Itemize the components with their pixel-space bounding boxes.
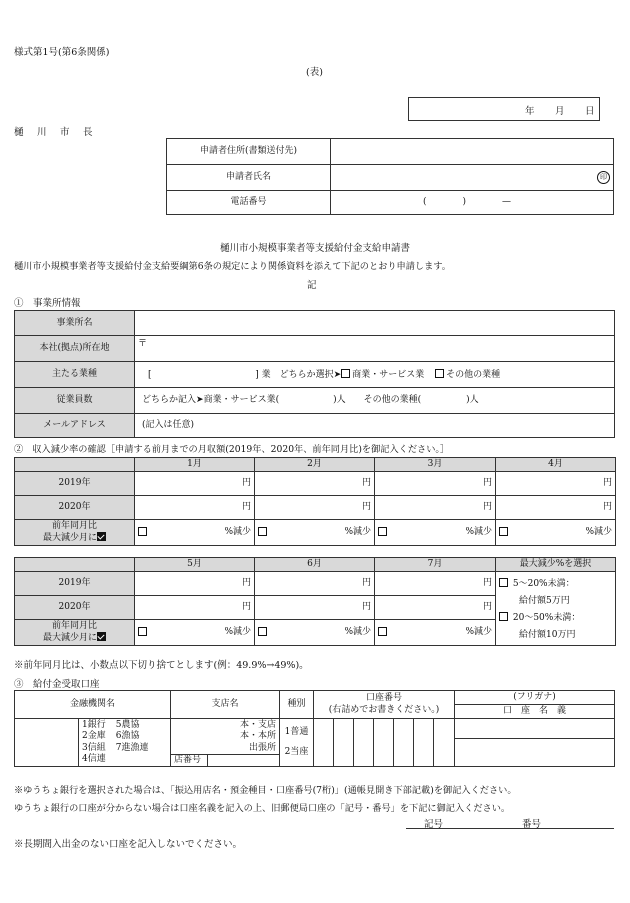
section1-heading: ① 事業所情報 xyxy=(14,298,81,309)
section3-heading: ③ 給付金受取口座 xyxy=(14,679,100,690)
account-holder-label: 口 座 名 義 xyxy=(455,705,615,719)
checked-checkbox-icon xyxy=(97,532,106,541)
employees-instruction: どちらか記入 xyxy=(142,395,197,406)
account-number-label: 口座番号 (右詰めでお書きください。) xyxy=(314,691,455,719)
industry-label: 主たる業種 xyxy=(15,362,135,388)
office-name-field[interactable] xyxy=(135,311,615,336)
income-table-jan-apr xyxy=(14,457,616,546)
arrow-icon: ➤ xyxy=(333,369,342,380)
month-header: 7月 xyxy=(375,558,496,572)
decrease-cell[interactable]: %減少 xyxy=(496,520,616,546)
applicant-name-field[interactable] xyxy=(331,165,614,191)
bank-name-field[interactable] xyxy=(15,719,79,767)
max-option2-checkbox[interactable] xyxy=(499,612,508,621)
account-digit[interactable] xyxy=(314,719,334,767)
date-day: 日 xyxy=(585,106,595,117)
checkbox[interactable] xyxy=(138,627,147,636)
max-decrease-options: 5～20%未満： 給付額5万円 20～50%未満： 給付額10万円 xyxy=(496,572,616,646)
checkbox[interactable] xyxy=(138,527,147,536)
decrease-cell[interactable]: %減少 xyxy=(255,620,375,646)
branch-name-label: 支店名 xyxy=(171,691,280,719)
hq-address-label: 本社(拠点)所在地 xyxy=(15,336,135,362)
row-2020-label: 2020年 xyxy=(15,596,135,620)
account-type-options[interactable]: 1普通 2当座 xyxy=(280,719,314,767)
bango-label: 番号 xyxy=(522,819,542,830)
industry-bracket-close: ] 業 どちらか選択 xyxy=(255,369,334,380)
applicant-table xyxy=(166,138,614,215)
checkbox[interactable] xyxy=(378,627,387,636)
month-header: 1月 xyxy=(135,458,255,472)
checkbox[interactable] xyxy=(258,527,267,536)
month-header: 5月 xyxy=(135,558,255,572)
row-compare-label: 前年同月比 最大減少月に xyxy=(15,520,135,546)
industry-commerce-label: 商業・サービス業 xyxy=(352,369,425,380)
decrease-cell[interactable]: %減少 xyxy=(135,520,255,546)
income-cell[interactable]: 円 xyxy=(255,596,375,620)
income-cell[interactable]: 円 xyxy=(255,572,375,596)
hq-address-field[interactable] xyxy=(135,336,615,362)
income-cell[interactable]: 円 xyxy=(496,472,616,496)
bank-type-options[interactable]: 1銀行 2金庫 3信組 4信連 5農協 6漁協 7進漁連 xyxy=(79,719,171,767)
email-field[interactable] xyxy=(135,414,615,438)
date-year: 年 xyxy=(525,106,535,117)
form-number: 様式第1号(第6条関係) xyxy=(14,47,110,58)
row-2019-label: 2019年 xyxy=(15,572,135,596)
income-cell[interactable]: 円 xyxy=(375,496,496,520)
income-cell[interactable]: 円 xyxy=(375,472,496,496)
max-decrease-header: 最大減少%を選択 xyxy=(496,558,616,572)
kigo-bango-underline[interactable] xyxy=(406,828,614,829)
account-digit[interactable] xyxy=(374,719,394,767)
applicant-phone-field[interactable]: ( ) — xyxy=(331,191,614,215)
checkbox[interactable] xyxy=(499,527,508,536)
furigana-field[interactable] xyxy=(455,719,615,739)
yucho-note-1: ※ゆうちょ銀行を選択された場合は、「振込用店名・預金種目・口座番号(7桁)」(通帳見開き下部記載)を御記入ください。 xyxy=(14,785,517,796)
row-2020-label: 2020年 xyxy=(15,496,135,520)
industry-bracket-open: [ xyxy=(148,369,152,380)
max-option1-checkbox[interactable] xyxy=(499,578,508,587)
employees-label: 従業員数 xyxy=(15,388,135,414)
row-compare-label: 前年同月比 最大減少月に xyxy=(15,620,135,646)
income-cell[interactable]: 円 xyxy=(375,596,496,620)
email-label: メールアドレス xyxy=(15,414,135,438)
industry-commerce-checkbox[interactable] xyxy=(341,369,350,378)
employees-field[interactable] xyxy=(135,388,615,414)
month-header: 3月 xyxy=(375,458,496,472)
seal-icon: 印 xyxy=(597,171,610,184)
addressee: 樋 川 市 長 xyxy=(14,127,95,138)
account-type-label: 種別 xyxy=(280,691,314,719)
postal-mark: 〒 xyxy=(138,339,148,349)
row-2019-label: 2019年 xyxy=(15,472,135,496)
store-number-label: 店番号 xyxy=(171,755,208,767)
income-cell[interactable]: 円 xyxy=(255,472,375,496)
income-cell[interactable]: 円 xyxy=(375,572,496,596)
month-header: 6月 xyxy=(255,558,375,572)
form-side-label: (表) xyxy=(306,67,323,78)
ki-label: 記 xyxy=(307,280,317,291)
month-header: 2月 xyxy=(255,458,375,472)
income-table-may-jul xyxy=(14,557,616,646)
income-cell[interactable]: 円 xyxy=(135,596,255,620)
kigo-label: 記号 xyxy=(424,819,444,830)
employees-counts: 商業・サービス業( )人 その他の業種( )人 xyxy=(203,395,479,406)
decrease-cell[interactable]: %減少 xyxy=(375,520,496,546)
account-digit[interactable] xyxy=(434,719,455,767)
bank-name-label: 金融機関名 xyxy=(15,691,171,719)
bank-account-table xyxy=(14,690,615,767)
industry-field[interactable] xyxy=(135,362,615,388)
date-month: 月 xyxy=(555,106,565,117)
industry-other-label: その他の業種 xyxy=(446,369,501,380)
furigana-label: (フリガナ) xyxy=(455,691,615,705)
month-header: 4月 xyxy=(496,458,616,472)
account-holder-field[interactable] xyxy=(455,739,615,767)
store-number-field[interactable] xyxy=(208,755,280,767)
long-term-note: ※長期間入出金のない口座を記入しないでください。 xyxy=(14,839,243,850)
decrease-cell[interactable]: %減少 xyxy=(135,620,255,646)
applicant-address-label: 申請者住所(書類送付先) xyxy=(167,139,331,165)
account-digit[interactable] xyxy=(394,719,414,767)
arrow-icon: ➤ xyxy=(196,395,204,406)
decrease-cell[interactable]: %減少 xyxy=(375,620,496,646)
income-cell[interactable]: 円 xyxy=(135,572,255,596)
account-digit[interactable] xyxy=(334,719,354,767)
document-title: 樋川市小規模事業者等支援給付金支給申請書 xyxy=(219,243,410,254)
income-cell[interactable]: 円 xyxy=(135,472,255,496)
office-name-label: 事業所名 xyxy=(15,311,135,336)
yucho-note-2: ゆうちょ銀行の口座が分からない場合は口座名義を記入の上、旧郵便局口座の「記号・番号」を下記に御記入ください。 xyxy=(14,803,511,814)
decrease-cell[interactable]: %減少 xyxy=(255,520,375,546)
income-cell[interactable]: 円 xyxy=(135,496,255,520)
document-lead: 樋川市小規模事業者等支援給付金支給要綱第6条の規定により関係資料を添えて下記のとおり申請します。 xyxy=(14,261,451,272)
applicant-name-label: 申請者氏名 xyxy=(167,165,331,191)
applicant-phone-label: 電話番号 xyxy=(167,191,331,215)
income-cell[interactable]: 円 xyxy=(255,496,375,520)
checked-checkbox-icon xyxy=(97,632,106,641)
account-digit[interactable] xyxy=(354,719,374,767)
income-cell[interactable]: 円 xyxy=(496,496,616,520)
rounding-note: ※前年同月比は、小数点以下切り捨てとします(例：49.9%→49%)。 xyxy=(14,660,309,671)
checkbox[interactable] xyxy=(258,627,267,636)
account-digit[interactable] xyxy=(414,719,434,767)
business-info-table xyxy=(14,310,615,438)
applicant-address-field[interactable] xyxy=(331,139,614,165)
date-box[interactable] xyxy=(408,97,600,121)
section2-heading: ② 収入減少率の確認［申請する前月までの月収額(2019年、2020年、前年同月比)を御記入ください。］ xyxy=(14,444,450,455)
industry-other-checkbox[interactable] xyxy=(435,369,444,378)
branch-type-options[interactable]: 本・支店 本・本所 出張所 xyxy=(171,719,280,755)
email-note: (記入は任意) xyxy=(142,420,195,431)
checkbox[interactable] xyxy=(378,527,387,536)
